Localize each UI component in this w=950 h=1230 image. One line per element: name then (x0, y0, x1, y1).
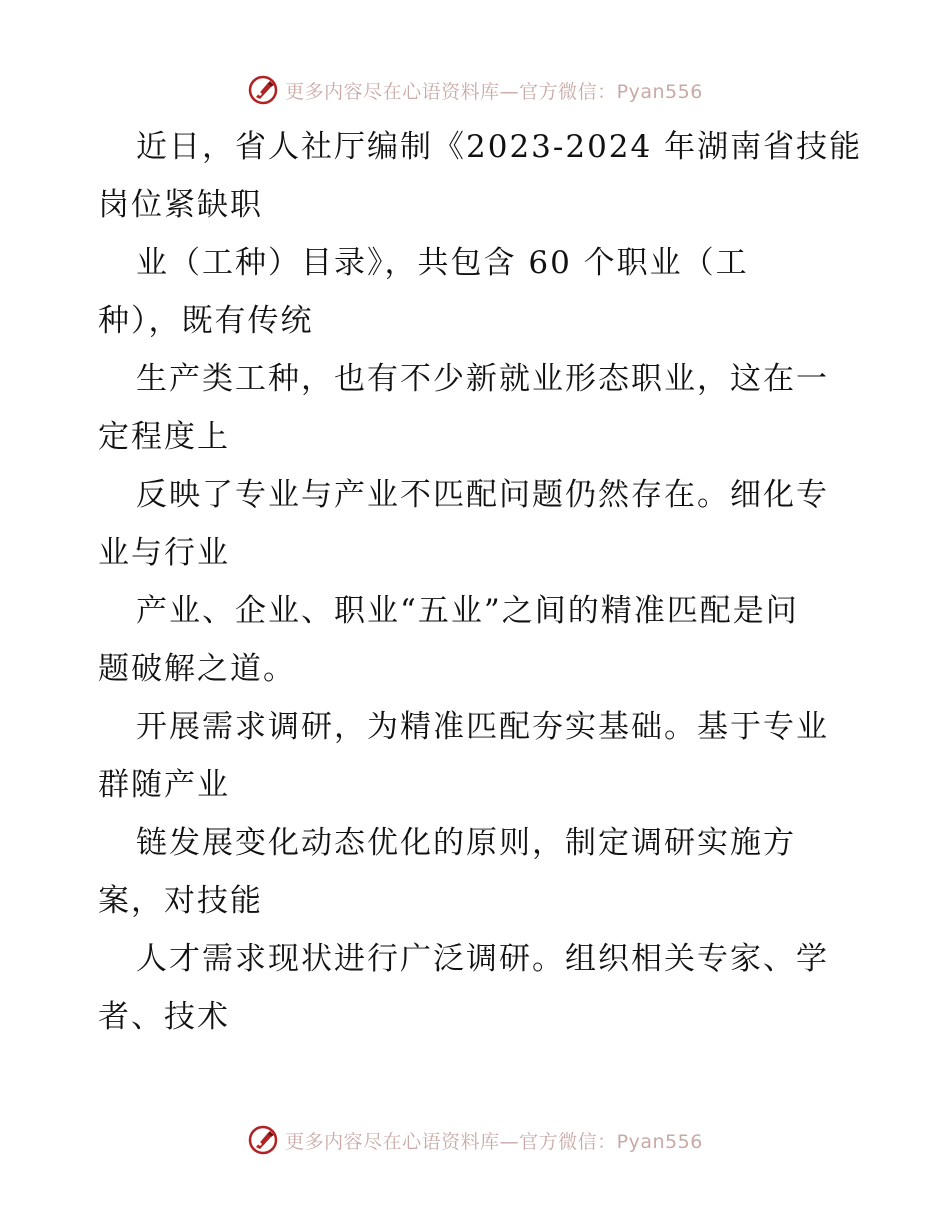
paragraph (98, 814, 858, 930)
paragraph-line: 产业、企业、职业“五业”之间的精准匹配是问 (136, 593, 799, 629)
paragraph-line: 群随产业 (98, 767, 230, 803)
paragraph-line: 反映了专业与产业不匹配问题仍然存在。细化专 (136, 477, 829, 513)
footer-watermark (0, 1122, 950, 1158)
paragraph (98, 234, 858, 350)
paragraph-line: 开展需求调研，为精准匹配夯实基础。基于专业 (136, 709, 829, 745)
pen-nib-icon (247, 1124, 279, 1156)
paragraph-line: 人才需求现状进行广泛调研。组织相关专家、学 (136, 941, 829, 977)
paragraph-line: 生产类工种，也有不少新就业形态职业，这在一 (136, 361, 829, 397)
paragraph (98, 698, 858, 814)
watermark-text: 更多内容尽在心语资料库—官方微信：Pyan556 (285, 80, 703, 103)
paragraph (98, 466, 858, 582)
paragraph (98, 582, 858, 698)
paragraph-line: 种），既有传统 (98, 303, 314, 339)
paragraph-line: 链发展变化动态优化的原则，制定调研实施方 (136, 825, 796, 861)
paragraph-line: 者、技术 (98, 999, 230, 1035)
paragraph (98, 930, 858, 1046)
paragraph-line: 业与行业 (98, 535, 230, 571)
document-body (98, 118, 863, 1046)
paragraph (98, 350, 858, 466)
paragraph-line: 题破解之道。 (98, 651, 296, 687)
paragraph-line: 案，对技能 (98, 883, 263, 919)
header-watermark (0, 72, 950, 108)
pen-nib-icon (247, 74, 279, 106)
paragraph-line: 近日，省人社厅编制《2023-2024 年湖南省技能 (136, 129, 863, 165)
paragraph-line: 岗位紧缺职 (98, 187, 263, 223)
paragraph-line: 业（工种）目录》，共包含 60 个职业（工 (136, 245, 749, 281)
paragraph (98, 118, 863, 234)
paragraph-line: 定程度上 (98, 419, 230, 455)
watermark-text: 更多内容尽在心语资料库—官方微信：Pyan556 (285, 1130, 703, 1153)
